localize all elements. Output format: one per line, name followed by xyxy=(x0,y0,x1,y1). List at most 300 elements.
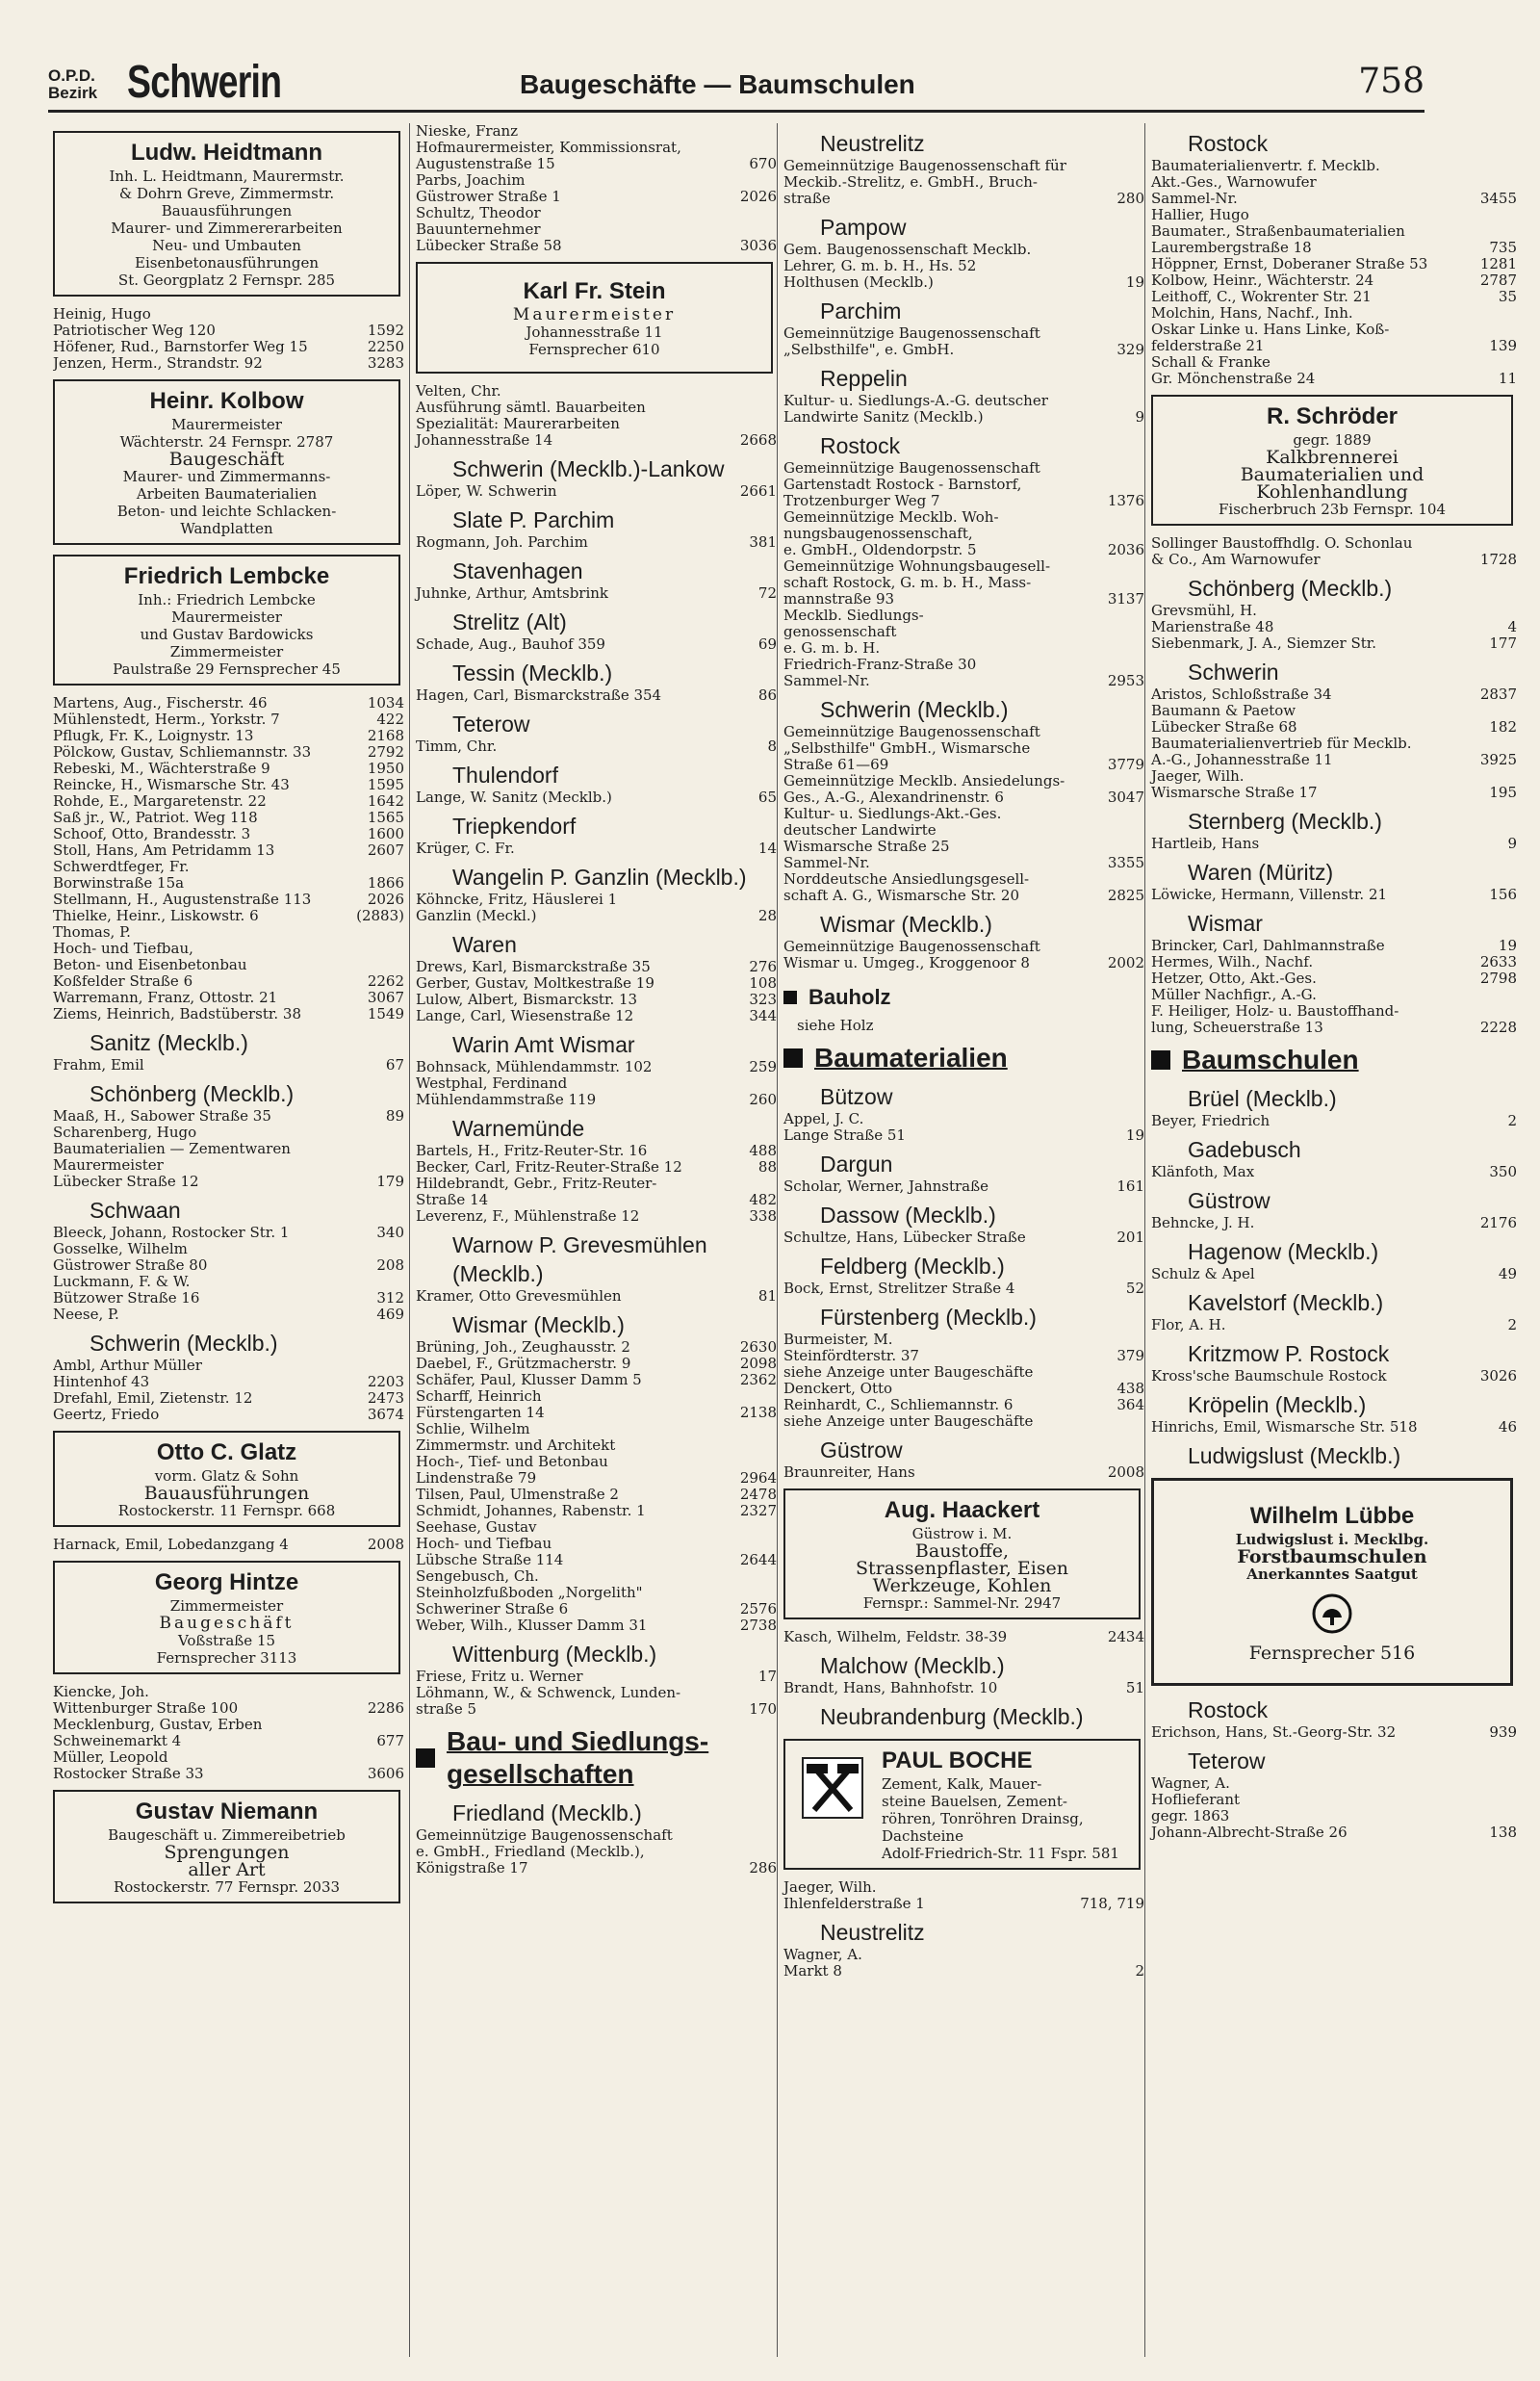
directory-entry xyxy=(783,342,1144,358)
directory-entry xyxy=(783,1229,1144,1246)
directory-entry xyxy=(53,1174,404,1190)
phone-number: 108 xyxy=(749,974,777,992)
phone-number: 49 xyxy=(1498,1265,1517,1282)
entry-text: Tilsen, Paul, Ulmenstraße 2 xyxy=(416,1486,619,1503)
directory-entry xyxy=(1151,272,1517,289)
section-heading: Rostock xyxy=(1188,131,1269,156)
section-heading: Tessin (Mecklb.) xyxy=(452,660,613,686)
entry-text: schaft Rostock, G. m. b. H., Mass- xyxy=(783,574,1032,591)
entry-text: Harnack, Emil, Lobedanzgang 4 xyxy=(53,1536,289,1553)
phone-number: 735 xyxy=(1489,239,1517,256)
directory-entry xyxy=(416,1405,777,1421)
section-heading: Parchim xyxy=(820,298,902,324)
directory-entry xyxy=(783,1680,1144,1696)
directory-entry xyxy=(783,1111,1144,1127)
entry-text: Ausführung sämtl. Bauarbeiten xyxy=(416,399,646,416)
directory-entry xyxy=(1151,703,1517,719)
entry-text: Königstraße 17 xyxy=(416,1859,528,1876)
entry-text: Kross'sche Baumschule Rostock xyxy=(1151,1367,1387,1385)
category-heading: Baumschulen xyxy=(1151,1044,1517,1076)
directory-entry xyxy=(416,959,777,975)
phone-number: 88 xyxy=(757,1158,777,1176)
directory-entry xyxy=(783,460,1144,477)
directory-entry xyxy=(783,855,1144,871)
district-label: O.P.D. Bezirk xyxy=(48,66,98,102)
entry-text: Schwerdtfeger, Fr. xyxy=(53,858,190,875)
directory-entry xyxy=(53,957,404,973)
directory-entry xyxy=(53,744,404,761)
entry-text: e. GmbH., Oldendorpstr. 5 xyxy=(783,541,977,558)
phone-number: 3455 xyxy=(1479,190,1517,207)
directory-entry xyxy=(783,657,1144,673)
directory-entry xyxy=(783,673,1144,689)
entry-text: Wismarsche Straße 25 xyxy=(783,838,950,855)
entry-text: Krüger, C. Fr. xyxy=(416,840,515,857)
section-heading: Warnemünde xyxy=(452,1116,585,1141)
entry-text: Thomas, P. xyxy=(53,923,131,941)
entry-text: siehe Anzeige unter Baugeschäfte xyxy=(783,1412,1034,1430)
phone-number: 8 xyxy=(767,738,777,755)
phone-number: 2250 xyxy=(367,338,404,355)
entry-text: Steinholzfußboden „Norgelith" xyxy=(416,1584,643,1601)
entry-text: Kultur- u. Siedlungs-A.-G. deutscher xyxy=(783,392,1048,409)
directory-entry xyxy=(783,624,1144,640)
directory-entry xyxy=(53,1225,404,1241)
bullet-square-icon xyxy=(783,991,797,1004)
directory-entry xyxy=(783,806,1144,822)
phone-number: 9 xyxy=(1507,835,1517,852)
section-heading: Schwerin xyxy=(1188,660,1279,685)
entry-text: Hinrichs, Emil, Wismarsche Str. 518 xyxy=(1151,1418,1418,1436)
directory-entry xyxy=(783,509,1144,526)
entry-text: Baumater., Straßenbaumaterialien xyxy=(1151,222,1405,240)
entry-text: Juhnke, Arthur, Amtsbrink xyxy=(416,584,609,602)
entry-text: Lübecker Straße 12 xyxy=(53,1173,199,1190)
directory-entry xyxy=(53,990,404,1006)
section-heading: Waren (Müritz) xyxy=(1188,860,1334,885)
phone-number: 340 xyxy=(376,1224,404,1241)
entry-text: Markt 8 xyxy=(783,1962,842,1980)
directory-entry xyxy=(416,534,777,551)
directory-entry xyxy=(53,826,404,842)
section-heading: Schwerin (Mecklb.)-Lankow xyxy=(452,456,725,481)
directory-entry xyxy=(1151,736,1517,752)
directory-entry xyxy=(1151,768,1517,785)
directory-entry xyxy=(783,955,1144,971)
directory-entry xyxy=(53,842,404,859)
entry-text: Martens, Aug., Fischerstr. 46 xyxy=(53,694,268,712)
directory-entry xyxy=(783,1178,1144,1195)
column-1 xyxy=(53,123,404,2357)
entry-text: siehe Anzeige unter Baugeschäfte xyxy=(783,1363,1034,1381)
entry-text: Steinfördterstr. 37 xyxy=(783,1347,919,1364)
directory-entry xyxy=(416,585,777,602)
phone-number: 482 xyxy=(749,1191,777,1208)
entry-text: F. Heiliger, Holz- u. Baustoffhand- xyxy=(1151,1002,1399,1020)
entry-text: Reinhardt, C., Schliemannstr. 6 xyxy=(783,1396,1014,1413)
entry-text: Aristos, Schloßstraße 34 xyxy=(1151,686,1332,703)
phone-number: 2026 xyxy=(367,891,404,908)
phone-number: 2 xyxy=(1507,1112,1517,1129)
phone-number: 3283 xyxy=(367,354,404,372)
directory-entry xyxy=(416,1685,777,1701)
directory-entry xyxy=(416,1844,777,1860)
directory-entry xyxy=(783,1364,1144,1381)
directory-entry xyxy=(1151,954,1517,971)
section-heading: Dassow (Mecklb.) xyxy=(820,1203,996,1228)
entry-text: Scholar, Werner, Jahnstraße xyxy=(783,1178,989,1195)
entry-text: Baumaterialienvertr. f. Mecklb. xyxy=(1151,157,1380,174)
entry-text: Pflugk, Fr. K., Loignystr. 13 xyxy=(53,727,254,744)
entry-text: Leithoff, C., Wokrenter Str. 21 xyxy=(1151,288,1372,305)
phone-number: 1600 xyxy=(367,825,404,842)
entry-text: Lübsche Straße 114 xyxy=(416,1551,564,1568)
directory-entry xyxy=(416,1437,777,1454)
directory-entry xyxy=(1151,1020,1517,1036)
section-heading: Reppelin xyxy=(820,366,908,391)
entry-text: Gemeinnützige Baugenossenschaft für xyxy=(783,157,1066,174)
entry-text: Hagen, Carl, Bismarckstraße 354 xyxy=(416,686,662,704)
phone-number: 11 xyxy=(1498,370,1517,387)
phone-number: 2203 xyxy=(367,1373,404,1390)
phone-number: 52 xyxy=(1125,1280,1144,1297)
phone-number: 2633 xyxy=(1479,953,1517,971)
directory-entry xyxy=(53,1700,404,1717)
directory-entry xyxy=(53,1390,404,1407)
directory-entry xyxy=(783,1397,1144,1413)
entry-text: Schultz, Theodor xyxy=(416,204,541,221)
directory-entry xyxy=(783,591,1144,608)
directory-entry xyxy=(416,636,777,653)
directory-entry xyxy=(783,575,1144,591)
phone-number: 379 xyxy=(1116,1347,1144,1364)
entry-text: Wismarsche Straße 17 xyxy=(1151,784,1318,801)
entry-text: Hofmaurermeister, Kommissionsrat, xyxy=(416,139,681,156)
directory-entry xyxy=(416,123,777,140)
directory-entry xyxy=(53,1157,404,1174)
entry-text: Güstrower Straße 1 xyxy=(416,188,561,205)
category-heading: Bau- und Siedlungs-gesellschaften xyxy=(416,1725,777,1791)
entry-text: Gemeinnützige Wohnungsbaugesell- xyxy=(783,557,1051,575)
entry-text: Bartels, H., Fritz-Reuter-Str. 16 xyxy=(416,1142,648,1159)
phone-number: 4 xyxy=(1507,618,1517,635)
entry-text: Schoof, Otto, Brandesstr. 3 xyxy=(53,825,251,842)
phone-number: 195 xyxy=(1489,784,1517,801)
entry-text: Gemeinnützige Mecklb. Woh- xyxy=(783,508,999,526)
directory-entry xyxy=(53,908,404,924)
directory-entry xyxy=(1151,987,1517,1003)
entry-text: Gemeinnützige Mecklb. Ansiedelungs- xyxy=(783,772,1065,789)
entry-text: Rostocker Straße 33 xyxy=(53,1765,204,1782)
section-heading: Waren xyxy=(452,932,517,957)
directory-entry xyxy=(416,1618,777,1634)
entry-text: mannstraße 93 xyxy=(783,590,895,608)
directory-entry xyxy=(783,1127,1144,1144)
entry-text: A.-G., Johannesstraße 11 xyxy=(1151,751,1333,768)
directory-entry xyxy=(416,1568,777,1585)
directory-entry xyxy=(1151,836,1517,852)
entry-text: Reincke, H., Wismarsche Str. 43 xyxy=(53,776,290,793)
directory-entry xyxy=(53,323,404,339)
ad-heidtmann: Ludw. Heidtmann Inh. L. Heidtmann, Maurermstr. & Dohrn Greve, Zimmermstr. Bauausführungen Maurer- und Zimmererarbeiten Neu- und Umbauten Eisenbetonausführungen St. Georgplatz 2 Fernspr. 285 xyxy=(53,131,400,297)
entry-text: Schade, Aug., Bauhof 359 xyxy=(416,635,605,653)
directory-entry xyxy=(416,1075,777,1092)
phone-number: 1281 xyxy=(1479,255,1517,272)
phone-number: 3606 xyxy=(367,1765,404,1782)
directory-entry xyxy=(53,941,404,957)
entry-text: Gr. Mönchenstraße 24 xyxy=(1151,370,1316,387)
phone-number: 2792 xyxy=(367,743,404,761)
phone-number: 364 xyxy=(1116,1396,1144,1413)
directory-entry xyxy=(783,409,1144,426)
directory-entry xyxy=(1151,305,1517,322)
entry-text: genossenschaft xyxy=(783,623,897,640)
section-heading: Thulendorf xyxy=(452,763,558,788)
directory-entry xyxy=(416,687,777,704)
entry-text: Löwicke, Hermann, Villenstr. 21 xyxy=(1151,886,1388,903)
entry-text: Brandt, Hans, Bahnhofstr. 10 xyxy=(783,1679,998,1696)
directory-entry xyxy=(53,810,404,826)
directory-entry xyxy=(1151,686,1517,703)
entry-text: Maurermeister xyxy=(53,1156,164,1174)
directory-entry xyxy=(1151,1825,1517,1841)
entry-text: Hetzer, Otto, Akt.-Ges. xyxy=(1151,970,1317,987)
entry-text: Gemeinnützige Baugenossenschaft xyxy=(783,459,1040,477)
phone-number: 2327 xyxy=(739,1502,777,1519)
section-heading: Gadebusch xyxy=(1188,1137,1301,1162)
phone-number: 312 xyxy=(376,1289,404,1307)
section-heading: Malchow (Mecklb.) xyxy=(820,1653,1005,1678)
section-heading: Kavelstorf (Mecklb.) xyxy=(1188,1290,1384,1315)
phone-number: 19 xyxy=(1125,1126,1144,1144)
entry-text: Westphal, Ferdinand xyxy=(416,1074,568,1092)
phone-number: 2738 xyxy=(739,1617,777,1634)
directory-entry xyxy=(53,1717,404,1733)
entry-text: Scharff, Heinrich xyxy=(416,1387,542,1405)
entry-text: Drefahl, Emil, Zietenstr. 12 xyxy=(53,1389,253,1407)
directory-entry xyxy=(783,242,1144,258)
entry-text: Erichson, Hans, St.-Georg-Str. 32 xyxy=(1151,1723,1397,1741)
phone-number: 2008 xyxy=(1107,1463,1144,1481)
phone-number: 1866 xyxy=(367,874,404,892)
directory-entry xyxy=(1151,1215,1517,1231)
phone-number: 286 xyxy=(749,1859,777,1876)
entry-text: Baumann & Paetow xyxy=(1151,702,1296,719)
entry-text: schaft A. G., Wismarsche Str. 20 xyxy=(783,887,1020,904)
directory-entry xyxy=(783,939,1144,955)
directory-entry xyxy=(53,695,404,712)
entry-text: Hoch- und Tiefbau, xyxy=(53,940,193,957)
entry-text: Bohnsack, Mühlendammstr. 102 xyxy=(416,1058,653,1075)
directory-entry xyxy=(53,355,404,372)
section-heading: Sanitz (Mecklb.) xyxy=(90,1030,248,1055)
directory-entry xyxy=(783,477,1144,493)
entry-text: Lübecker Straße 58 xyxy=(416,237,562,254)
directory-entry xyxy=(53,1257,404,1274)
directory-entry xyxy=(1151,938,1517,954)
entry-text: Schlie, Wilhelm xyxy=(416,1420,530,1437)
phone-number: 329 xyxy=(1116,341,1144,358)
phone-number: 201 xyxy=(1116,1229,1144,1246)
entry-text: Becker, Carl, Fritz-Reuter-Straße 12 xyxy=(416,1158,682,1176)
phone-number: 72 xyxy=(757,584,777,602)
directory-entry xyxy=(1151,174,1517,191)
directory-entry xyxy=(1151,603,1517,619)
directory-entry xyxy=(1151,1792,1517,1808)
ad-kolbow: Heinr. Kolbow Maurermeister Wächterstr. 24 Fernspr. 2787 Baugeschäft Maurer- und Zimmermanns- Arbeiten Baumaterialien Beton- und leichte Schlacken- Wandplatten xyxy=(53,379,400,545)
entry-text: Daebel, F., Grützmacherstr. 9 xyxy=(416,1355,631,1372)
directory-entry xyxy=(783,1464,1144,1481)
directory-entry xyxy=(416,416,777,432)
directory-entry xyxy=(1151,1808,1517,1825)
entry-text: Lindenstraße 79 xyxy=(416,1469,537,1487)
entry-text: Augustenstraße 15 xyxy=(416,155,555,172)
entry-text: Schmidt, Johannes, Rabenstr. 1 xyxy=(416,1502,646,1519)
entry-text: „Selbsthilfe", e. GmbH. xyxy=(783,341,955,358)
directory-entry xyxy=(416,1339,777,1356)
phone-number: 2798 xyxy=(1479,970,1517,987)
entry-text: Meckib.-Strelitz, e. GmbH., Bruch- xyxy=(783,173,1038,191)
phone-number: 14 xyxy=(757,840,777,857)
entry-text: Schultze, Hans, Lübecker Straße xyxy=(783,1229,1026,1246)
entry-text: Sollinger Baustoffhdlg. O. Schonlau xyxy=(1151,534,1413,552)
phone-number: 2168 xyxy=(367,727,404,744)
entry-text: Parbs, Joachim xyxy=(416,171,526,189)
directory-entry xyxy=(53,1006,404,1022)
section-heading: Wittenburg (Mecklb.) xyxy=(452,1642,657,1667)
entry-text: Flor, A. H. xyxy=(1151,1316,1226,1333)
directory-entry xyxy=(1151,223,1517,240)
entry-text: Friedrich-Franz-Straße 30 xyxy=(783,656,977,673)
directory-entry xyxy=(1151,971,1517,987)
entry-text: Patriotischer Weg 120 xyxy=(53,322,216,339)
directory-entry xyxy=(783,1413,1144,1430)
entry-text: Maaß, H., Sabower Straße 35 xyxy=(53,1107,271,1125)
phone-number: 350 xyxy=(1489,1163,1517,1180)
entry-text: Löhmann, W., & Schwenck, Lunden- xyxy=(416,1684,681,1701)
entry-text: Mecklenburg, Gustav, Erben xyxy=(53,1716,263,1733)
entry-text: Gem. Baugenossenschaft Mecklb. xyxy=(783,241,1032,258)
entry-text: Gemeinnützige Baugenossenschaft xyxy=(783,938,1040,955)
entry-text: Neese, P. xyxy=(53,1306,119,1323)
phone-number: 2668 xyxy=(739,431,777,449)
entry-text: Kasch, Wilhelm, Feldstr. 38-39 xyxy=(783,1628,1008,1645)
entry-text: Hildebrandt, Gebr., Fritz-Reuter- xyxy=(416,1175,657,1192)
directory-entry xyxy=(1151,256,1517,272)
directory-entry xyxy=(416,1519,777,1536)
directory-entry xyxy=(416,738,777,755)
directory-entry xyxy=(416,1092,777,1108)
phone-number: 19 xyxy=(1498,937,1517,954)
directory-entry xyxy=(53,1733,404,1749)
directory-entry xyxy=(416,400,777,416)
cross-reference: siehe Holz xyxy=(797,1017,874,1034)
entry-text: Johannesstraße 14 xyxy=(416,431,553,449)
phone-number: 1728 xyxy=(1479,551,1517,568)
entry-text: Stellmann, H., Augustenstraße 113 xyxy=(53,891,312,908)
phone-number: 28 xyxy=(757,907,777,924)
phone-number: 718, 719 xyxy=(1080,1895,1144,1912)
entry-text: Friese, Fritz u. Werner xyxy=(416,1668,583,1685)
entry-text: Höppner, Ernst, Doberaner Straße 53 xyxy=(1151,255,1428,272)
directory-entry xyxy=(783,558,1144,575)
entry-text: Stoll, Hans, Am Petridamm 13 xyxy=(53,841,275,859)
directory-entry xyxy=(53,1684,404,1700)
directory-entry xyxy=(1151,289,1517,305)
directory-entry xyxy=(783,822,1144,839)
entry-text: Lange Straße 51 xyxy=(783,1126,906,1144)
directory-entry xyxy=(416,1143,777,1159)
tree-emblem-icon xyxy=(1311,1592,1353,1635)
directory-entry xyxy=(53,892,404,908)
directory-entry xyxy=(416,1454,777,1470)
entry-text: Lulow, Albert, Bismarckstr. 13 xyxy=(416,991,638,1008)
entry-text: Hintenhof 43 xyxy=(53,1373,150,1390)
entry-text: Gartenstadt Rostock - Barnstorf, xyxy=(783,476,1022,493)
entry-text: Köhncke, Fritz, Häuslerei 1 xyxy=(416,891,618,908)
entry-text: Braunreiter, Hans xyxy=(783,1463,915,1481)
phone-number: 1565 xyxy=(367,809,404,826)
directory-entry xyxy=(53,339,404,355)
directory-entry xyxy=(1151,887,1517,903)
entry-text: Schweriner Straße 6 xyxy=(416,1600,569,1618)
directory-entry xyxy=(53,1537,404,1553)
district-city: Schwerin xyxy=(127,57,282,108)
directory-entry xyxy=(53,875,404,892)
phone-number: 2026 xyxy=(739,188,777,205)
directory-entry xyxy=(416,1059,777,1075)
directory-entry xyxy=(783,393,1144,409)
entry-text: Ganzlin (Meckl.) xyxy=(416,907,537,924)
entry-text: Klänfoth, Max xyxy=(1151,1163,1255,1180)
directory-entry xyxy=(416,1487,777,1503)
entry-text: Höfener, Rud., Barnstorfer Weg 15 xyxy=(53,338,308,355)
directory-entry xyxy=(416,992,777,1008)
phone-number: 2002 xyxy=(1107,954,1144,971)
entry-text: Straße 14 xyxy=(416,1191,489,1208)
phone-number: 1376 xyxy=(1107,492,1144,509)
entry-text: straße 5 xyxy=(416,1700,477,1718)
entry-text: Denckert, Otto xyxy=(783,1380,893,1397)
phone-number: 1592 xyxy=(367,322,404,339)
directory-entry xyxy=(416,1503,777,1519)
directory-entry xyxy=(783,158,1144,174)
directory-entry xyxy=(1151,207,1517,223)
directory-entry xyxy=(1151,719,1517,736)
phone-number: 2825 xyxy=(1107,887,1144,904)
directory-entry xyxy=(53,1407,404,1423)
phone-number: 9 xyxy=(1135,408,1144,426)
entry-text: Seehase, Gustav xyxy=(416,1518,537,1536)
directory-entry xyxy=(416,1372,777,1388)
entry-text: Beton- und Eisenbetonbau xyxy=(53,956,247,973)
entry-text: e. G. m. b. H. xyxy=(783,639,881,657)
entry-text: Kramer, Otto Grevesmühlen xyxy=(416,1287,622,1305)
directory-entry xyxy=(1151,1368,1517,1385)
entry-text: felderstraße 21 xyxy=(1151,337,1265,354)
section-heading: Strelitz (Alt) xyxy=(452,609,567,634)
column-4 xyxy=(1144,123,1517,2357)
phone-number: 1950 xyxy=(367,760,404,777)
entry-text: Landwirte Sanitz (Mecklb.) xyxy=(783,408,984,426)
phone-number: 46 xyxy=(1498,1418,1517,1436)
hammer-pick-logo-icon xyxy=(799,1754,866,1822)
entry-text: Hoch- und Tiefbau xyxy=(416,1535,552,1552)
directory-entry xyxy=(783,1896,1144,1912)
entry-text: Marienstraße 48 xyxy=(1151,618,1274,635)
entry-text: Ambl, Arthur Müller xyxy=(53,1357,202,1374)
directory-entry xyxy=(1151,1317,1517,1333)
